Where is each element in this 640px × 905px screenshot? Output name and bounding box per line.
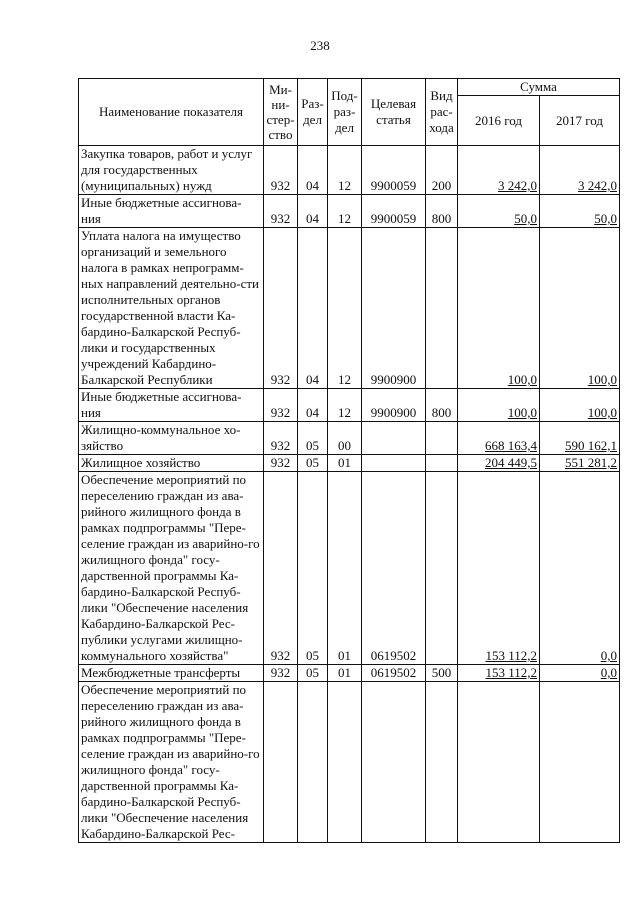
- cell-target: [362, 422, 426, 455]
- cell-2016: 100,0: [458, 389, 540, 422]
- cell-target: 9900900: [362, 228, 426, 389]
- cell-name: Закупка товаров, работ и услуг для государственных (муниципальных) нужд: [79, 146, 264, 195]
- header-name: Наименование показателя: [79, 79, 264, 146]
- header-target: Целевая статья: [362, 79, 426, 146]
- header-year-2017: 2017 год: [540, 96, 620, 146]
- cell-ministry: 932: [264, 455, 298, 472]
- cell-name: Обеспечение мероприятий по переселению граждан из ава-рийного жилищного фонда в рамках подпрограммы "Пере-селение граждан из аварийно-го жилищного фонда" госу-дарственной программы Ка-бардино-Балкарской Респуб-лики "Обеспечение населения Кабардино-Балкарской Рес-публики услугами жилищно-коммунального хозяйства": [79, 472, 264, 665]
- cell-2017: [540, 682, 620, 843]
- cell-name: Иные бюджетные ассигнова-ния: [79, 195, 264, 228]
- cell-name: Обеспечение мероприятий по переселению граждан из ава-рийного жилищного фонда в рамках подпрограммы "Пере-селение граждан из аварийно-го жилищного фонда" госу-дарственной программы Ка-бардино-Балкарской Респуб-лики "Обеспечение населения Кабардино-Балкарской Рес-: [79, 682, 264, 843]
- cell-section: 04: [298, 195, 328, 228]
- header-subsection: Под-раз-дел: [328, 79, 362, 146]
- cell-ministry: 932: [264, 228, 298, 389]
- cell-2016: 204 449,5: [458, 455, 540, 472]
- cell-expense-type: [426, 472, 458, 665]
- cell-section: 04: [298, 228, 328, 389]
- cell-target: 9900059: [362, 195, 426, 228]
- cell-subsection: 12: [328, 228, 362, 389]
- cell-target: [362, 455, 426, 472]
- cell-expense-type: 500: [426, 665, 458, 682]
- header-sum: Сумма: [458, 79, 620, 96]
- cell-2016: 3 242,0: [458, 146, 540, 195]
- table-row: [79, 146, 620, 195]
- cell-2016: [458, 682, 540, 843]
- table-row: [79, 665, 620, 682]
- cell-2016: 100,0: [458, 228, 540, 389]
- cell-target: 0619502: [362, 472, 426, 665]
- cell-2016: 153 112,2: [458, 472, 540, 665]
- table-row: [79, 455, 620, 472]
- cell-ministry: 932: [264, 665, 298, 682]
- cell-target: 0619502: [362, 665, 426, 682]
- cell-name: Межбюджетные трансферты: [79, 665, 264, 682]
- cell-ministry: 932: [264, 389, 298, 422]
- cell-section: 05: [298, 422, 328, 455]
- cell-2016: 153 112,2: [458, 665, 540, 682]
- cell-ministry: 932: [264, 472, 298, 665]
- cell-expense-type: [426, 455, 458, 472]
- cell-ministry: 932: [264, 195, 298, 228]
- header-ministry: Ми-ни-стер-ство: [264, 79, 298, 146]
- table-row: [79, 389, 620, 422]
- cell-ministry: 932: [264, 422, 298, 455]
- cell-expense-type: [426, 682, 458, 843]
- table-row: [79, 682, 620, 843]
- cell-expense-type: 800: [426, 195, 458, 228]
- cell-2017: 100,0: [540, 389, 620, 422]
- cell-expense-type: [426, 228, 458, 389]
- cell-2017: 551 281,2: [540, 455, 620, 472]
- cell-2017: 3 242,0: [540, 146, 620, 195]
- cell-subsection: 12: [328, 389, 362, 422]
- cell-name: Жилищное хозяйство: [79, 455, 264, 472]
- cell-expense-type: [426, 422, 458, 455]
- cell-ministry: 932: [264, 146, 298, 195]
- cell-section: 05: [298, 472, 328, 665]
- header-section: Раз-дел: [298, 79, 328, 146]
- cell-section: 05: [298, 455, 328, 472]
- cell-2017: 0,0: [540, 665, 620, 682]
- cell-2016: 668 163,4: [458, 422, 540, 455]
- cell-name: Уплата налога на имущество организаций и земельного налога в рамках непрограмм-ных направлений деятельно-сти исполнительных органов государственной власти Ка-бардино-Балкарской Респуб-лики и государственных учреждений Кабардино-Балкарской Республики: [79, 228, 264, 389]
- cell-target: [362, 682, 426, 843]
- cell-target: 9900059: [362, 146, 426, 195]
- cell-2017: 100,0: [540, 228, 620, 389]
- table-row: [79, 228, 620, 389]
- cell-section: 04: [298, 389, 328, 422]
- table-row: [79, 422, 620, 455]
- cell-expense-type: 800: [426, 389, 458, 422]
- cell-2016: 50,0: [458, 195, 540, 228]
- cell-subsection: [328, 682, 362, 843]
- header-expense-type: Вид рас-хода: [426, 79, 458, 146]
- cell-2017: 50,0: [540, 195, 620, 228]
- table-row: [79, 195, 620, 228]
- cell-2017: 0,0: [540, 472, 620, 665]
- cell-section: [298, 682, 328, 843]
- cell-2017: 590 162,1: [540, 422, 620, 455]
- cell-subsection: 01: [328, 665, 362, 682]
- cell-ministry: [264, 682, 298, 843]
- budget-table: [78, 78, 620, 843]
- cell-subsection: 12: [328, 195, 362, 228]
- cell-name: Жилищно-коммунальное хо-зяйство: [79, 422, 264, 455]
- cell-section: 04: [298, 146, 328, 195]
- table-row: [79, 472, 620, 665]
- cell-target: 9900900: [362, 389, 426, 422]
- page-number: 238: [310, 38, 330, 53]
- cell-section: 05: [298, 665, 328, 682]
- cell-subsection: 00: [328, 422, 362, 455]
- cell-expense-type: 200: [426, 146, 458, 195]
- cell-subsection: 12: [328, 146, 362, 195]
- cell-name: Иные бюджетные ассигнова-ния: [79, 389, 264, 422]
- cell-subsection: 01: [328, 472, 362, 665]
- cell-subsection: 01: [328, 455, 362, 472]
- header-year-2016: 2016 год: [458, 96, 540, 146]
